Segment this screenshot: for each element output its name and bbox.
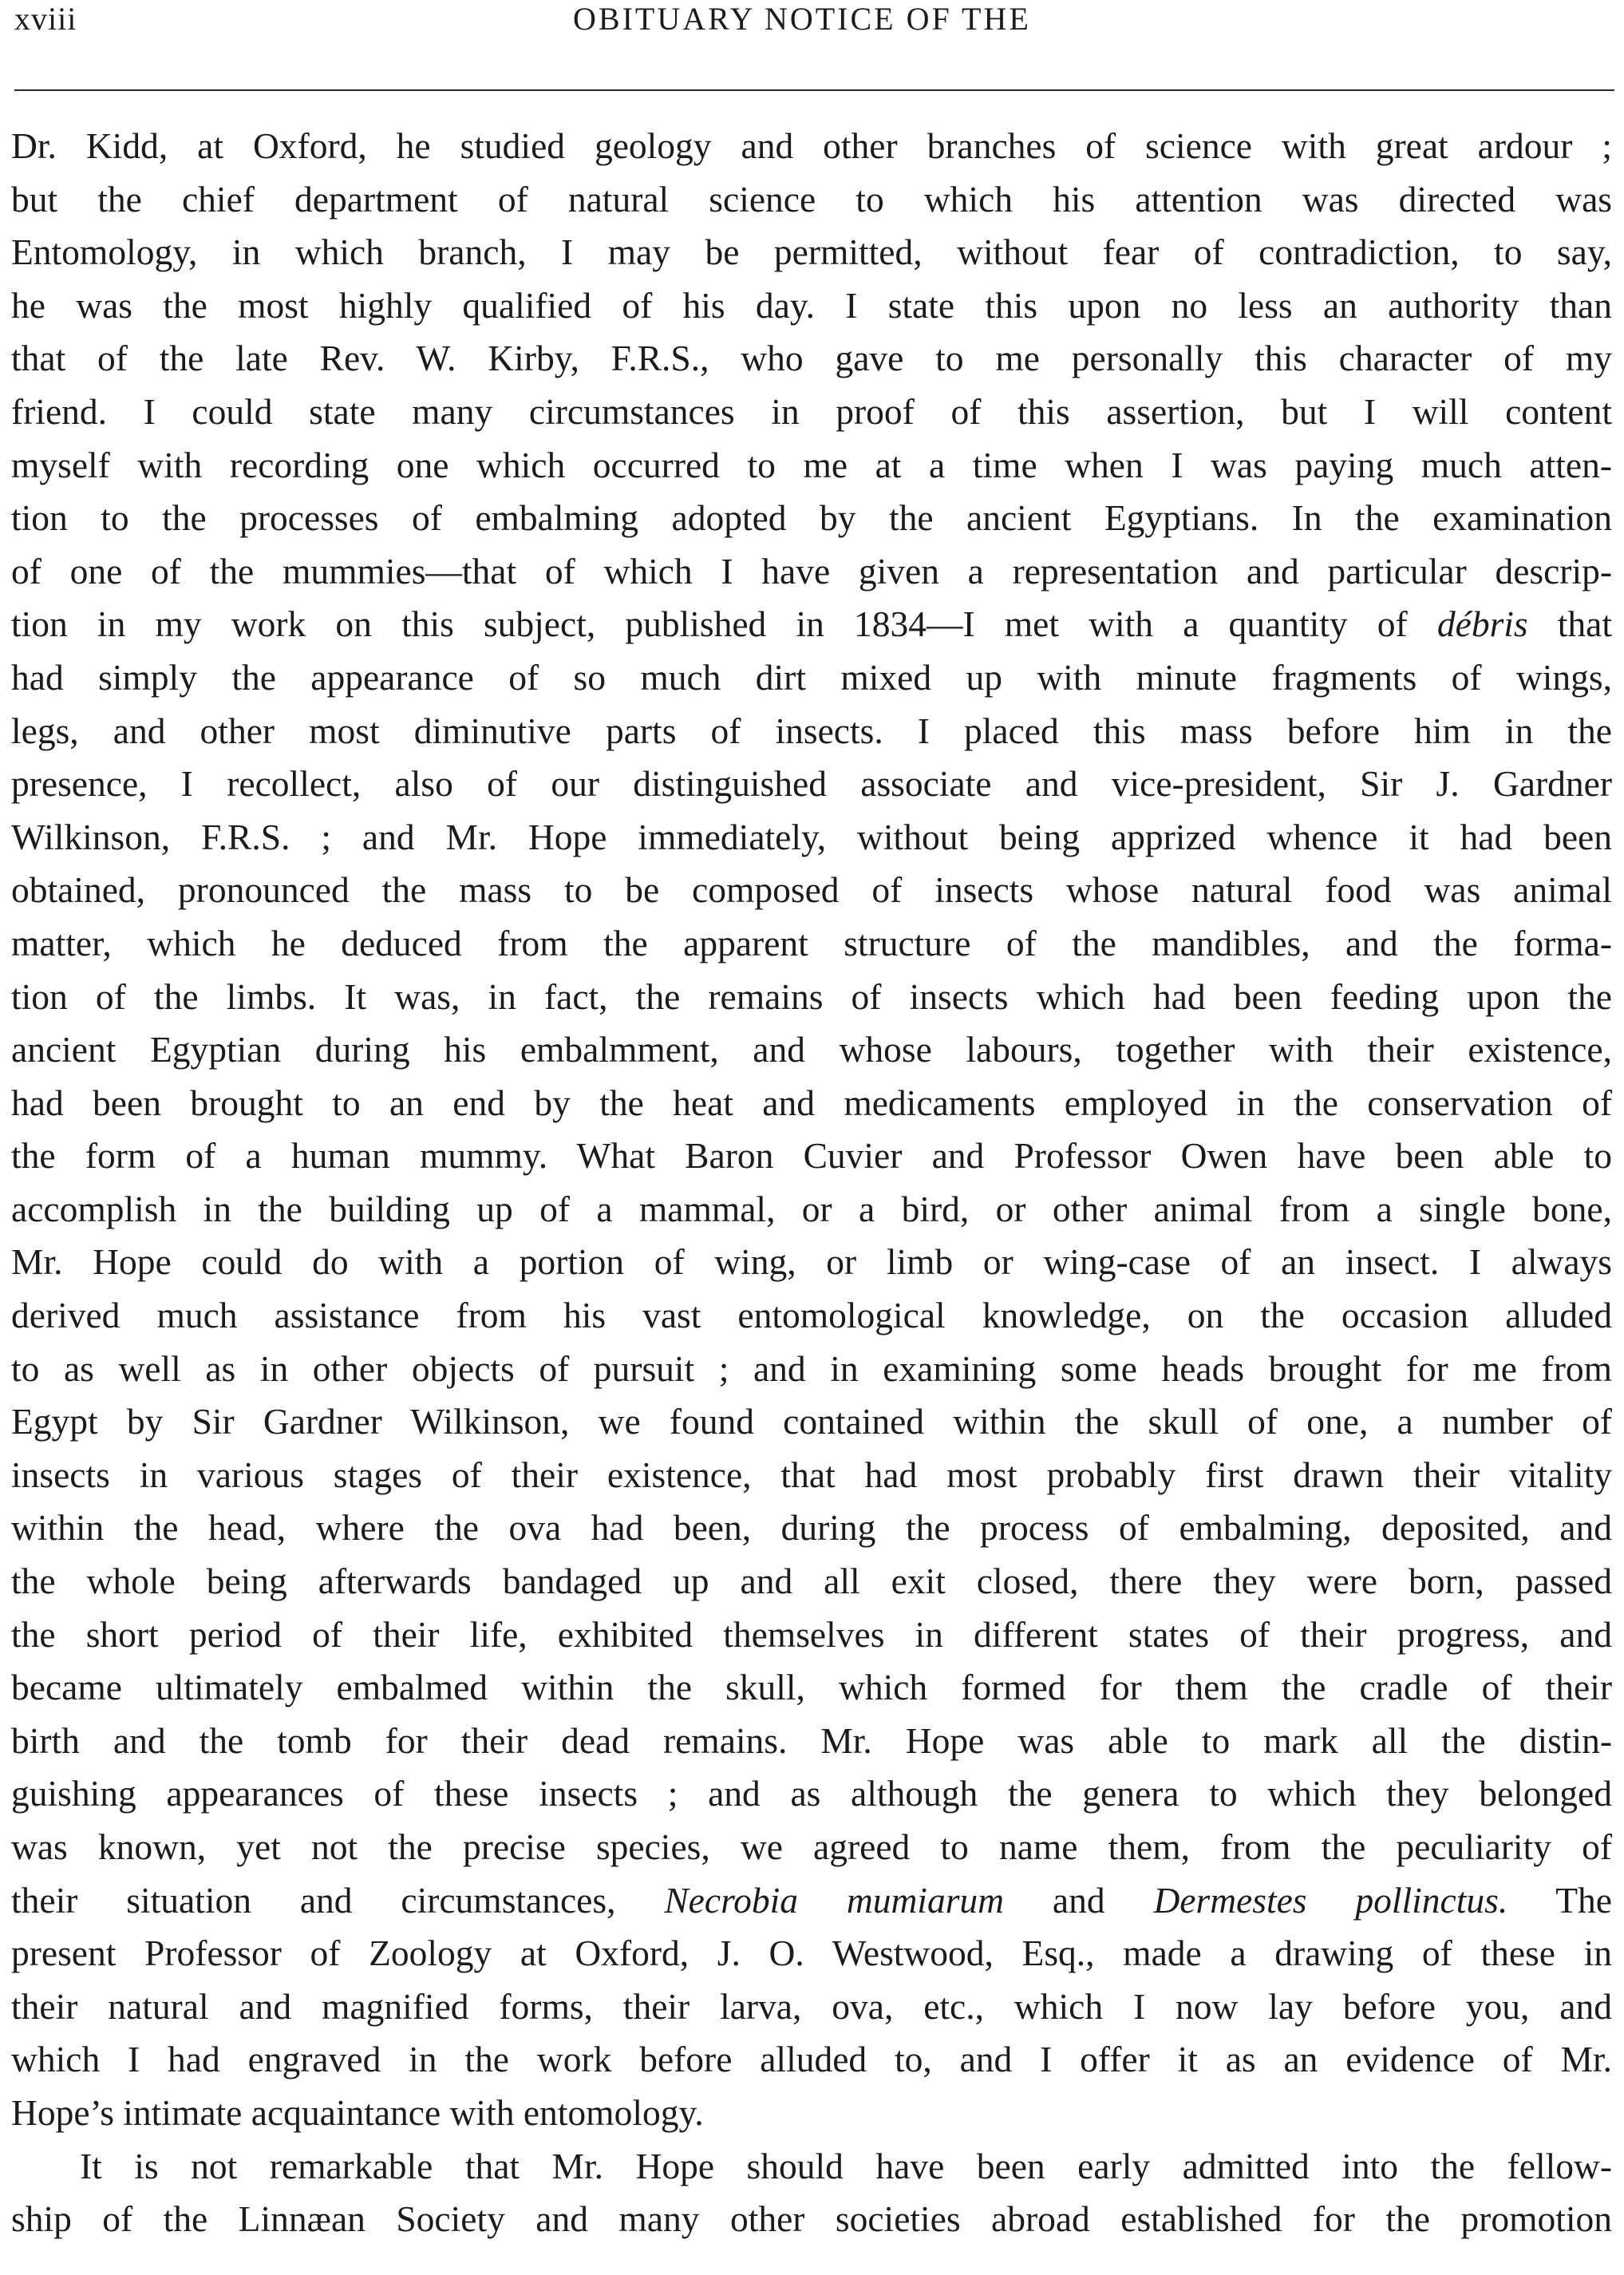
text-line: derived much assistance from his vast entomological knowledge, on the occasion alluded	[11, 1295, 1612, 1336]
text-line: guishing appearances of these insects ; and as although the genera to which they belonged	[11, 1773, 1612, 1814]
text-line: accomplish in the building up of a mammal, or a bird, or other animal from a single bone,	[11, 1188, 1612, 1229]
text-line: which I had engraved in the work before alluded to, and I offer it as an evidence of Mr.	[11, 2039, 1612, 2080]
text-line: tion in my work on this subject, published in 1834—I met with a quantity of débris that	[11, 603, 1612, 645]
text-line: Mr. Hope could do with a portion of wing, or limb or wing-case of an insect. I always	[11, 1241, 1612, 1283]
italic-term: débris	[1436, 603, 1528, 645]
text-line: tion of the limbs. It was, in fact, the remains of insects which had been feeding upon the	[11, 975, 1612, 1017]
text-line: the short period of their life, exhibited themselves in different states of their progress, and	[11, 1613, 1612, 1655]
text-line: Hope’s intimate acquaintance with entomology.	[11, 2091, 704, 2133]
text-line: of one of the mummies—that of which I have given a representation and particular descrip-	[11, 550, 1612, 592]
text-line: had simply the appearance of so much dirt mixed up with minute fragments of wings,	[11, 656, 1612, 698]
text-line: ancient Egyptian during his embalmment, and whose labours, together with their existence,	[11, 1029, 1612, 1070]
text-line: matter, which he deduced from the apparent structure of the mandibles, and the forma-	[11, 922, 1612, 963]
body-text	[11, 120, 1612, 2246]
text-line: became ultimately embalmed within the skull, which formed for them the cradle of their	[11, 1667, 1612, 1708]
text-line: their situation and circumstances, Necrobia mumiarum and Dermestes pollinctus. The	[11, 1879, 1612, 1921]
running-head	[14, 0, 1610, 38]
header-rule	[14, 89, 1614, 91]
text-line: Egypt by Sir Gardner Wilkinson, we found contained within the skull of one, a number of	[11, 1401, 1612, 1442]
text-line: the form of a human mummy. What Baron Cuvier and Professor Owen have been able to	[11, 1135, 1612, 1177]
text-line: myself with recording one which occurred to me at a time when I was paying much atten-	[11, 444, 1612, 485]
text-line: present Professor of Zoology at Oxford, J. O. Westwood, Esq., made a drawing of these in	[11, 1933, 1612, 1974]
text-line: their natural and magnified forms, their larva, ova, etc., which I now lay before you, and	[11, 1985, 1612, 2027]
text-line: insects in various stages of their existence, that had most probably first drawn their vitality	[11, 1454, 1612, 1495]
text-line: Wilkinson, F.R.S. ; and Mr. Hope immediately, without being apprized whence it had been	[11, 816, 1612, 857]
italic-species-name: Necrobia mumiarum	[664, 1879, 1005, 1921]
running-title: OBITUARY NOTICE OF THE	[573, 1, 1031, 37]
text-line: ship of the Linnæan Society and many other societies abroad established for the promotion	[11, 2198, 1612, 2240]
text-line: within the head, where the ova had been, during the process of embalming, deposited, and	[11, 1507, 1612, 1549]
text-line: he was the most highly qualified of his day. I state this upon no less an authority than	[11, 284, 1612, 326]
text-line: legs, and other most diminutive parts of insects. I placed this mass before him in the	[11, 710, 1612, 751]
text-line: the whole being afterwards bandaged up and all exit closed, there they were born, passed	[11, 1561, 1612, 1602]
text-line: but the chief department of natural science to which his attention was directed was	[11, 178, 1612, 220]
text-line: tion to the processes of embalming adopted by the ancient Egyptians. In the examination	[11, 497, 1612, 539]
text-line: had been brought to an end by the heat and medicaments employed in the conservation of	[11, 1082, 1612, 1123]
page-number: xviii	[14, 1, 77, 37]
text-line: Dr. Kidd, at Oxford, he studied geology and other branches of science with great ardour ;	[11, 125, 1612, 166]
text-line: Entomology, in which branch, I may be permitted, without fear of contradiction, to say,	[11, 231, 1612, 273]
italic-species-name: Dermestes pollinctus.	[1153, 1879, 1508, 1921]
text-line: to as well as in other objects of pursuit ; and in examining some heads brought for me from	[11, 1347, 1612, 1389]
text-line: that of the late Rev. W. Kirby, F.R.S., who gave to me personally this character of my	[11, 338, 1612, 379]
text-line: friend. I could state many circumstances in proof of this assertion, but I will content	[11, 390, 1612, 432]
text-line: It is not remarkable that Mr. Hope should have been early admitted into the fellow-	[80, 2145, 1612, 2186]
text-line: presence, I recollect, also of our distinguished associate and vice-president, Sir J. Gardner	[11, 763, 1612, 805]
text-line: birth and the tomb for their dead remains. Mr. Hope was able to mark all the distin-	[11, 1719, 1612, 1761]
text-line: obtained, pronounced the mass to be composed of insects whose natural food was animal	[11, 869, 1612, 911]
text-line: was known, yet not the precise species, we agreed to name them, from the peculiarity of	[11, 1826, 1612, 1867]
